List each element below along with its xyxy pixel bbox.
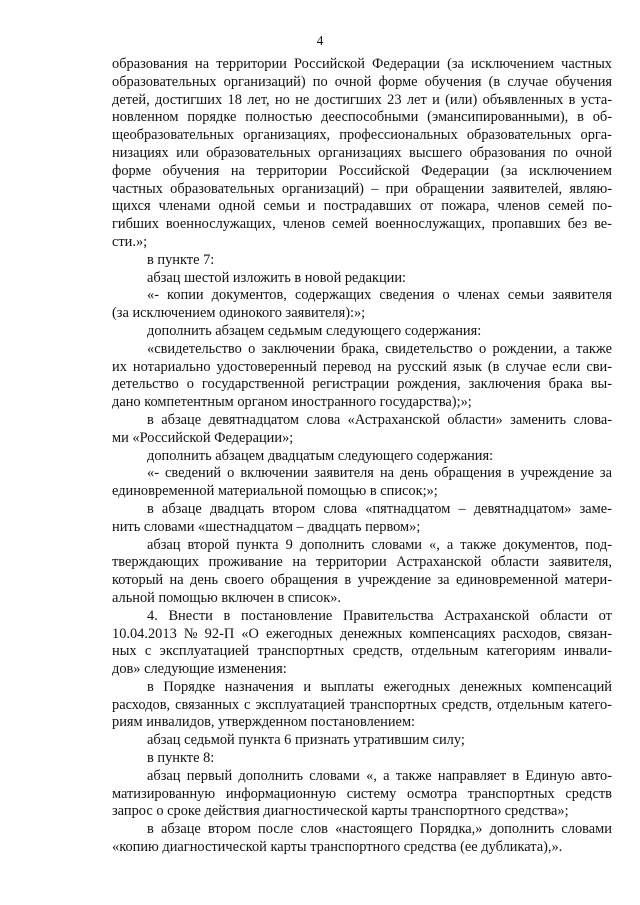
text-line-content: абзац первый дополнить словами «, а также направляет в Единую авто- (147, 767, 613, 784)
text-line (112, 412, 612, 430)
text-line (112, 554, 612, 572)
text-line-content: «- сведений о включении заявителя на день обращения в учреждение за (147, 465, 613, 482)
text-line-content: новленном порядке полностью дееспособными (эмансипированными), в об- (112, 109, 613, 126)
text-line (112, 448, 612, 466)
text-line-content: ных с эксплуатацией транспортных средств, отдельным категориям инвали- (112, 643, 613, 660)
text-line (112, 270, 612, 288)
text-line-content: в пункте 7: (147, 251, 215, 268)
text-line (112, 537, 612, 555)
text-line (112, 145, 612, 163)
text-line-content: матизированную информационную систему осмотра транспортных средств (112, 785, 612, 802)
text-line (112, 376, 612, 394)
text-line (112, 430, 612, 448)
text-line (112, 679, 612, 697)
text-line (112, 252, 612, 270)
text-line (112, 750, 612, 768)
text-line (112, 608, 612, 626)
text-line (112, 839, 612, 857)
text-line (112, 56, 612, 74)
text-line-content: «- копии документов, содержащих сведения о членах семьи заявителя (147, 287, 612, 304)
text-line (112, 732, 612, 750)
text-line-content: который на день своего обращения в учреждение за единовременной матери- (112, 572, 613, 589)
text-line (112, 519, 612, 537)
text-line (112, 305, 612, 323)
text-line-content: абзац шестой изложить в новой редакции: (147, 269, 407, 286)
text-line-content: дано компетентным органом иностранного государства);»; (112, 394, 472, 411)
text-line-content: «свидетельство о заключении брака, свидетельство о рождении, а также (147, 340, 612, 357)
text-line-content: образовательных организаций) по очной форме обучения (в случае обучения (112, 73, 613, 90)
text-line-content: дов» следующие изменения: (112, 661, 287, 678)
text-line (112, 572, 612, 590)
text-line-content: расходов, связанных с эксплуатацией транспортных средств, отдельным катего- (112, 696, 612, 713)
document-body (112, 56, 612, 857)
text-line (112, 465, 612, 483)
text-line-content: гибших военнослужащих, членов семей военнослужащих, пропавших без ве- (112, 216, 612, 233)
text-line (112, 341, 612, 359)
text-line (112, 127, 612, 145)
text-line-content: дополнить абзацем седьмым следующего содержания: (147, 322, 482, 339)
text-line (112, 109, 612, 127)
text-line-content: частных образовательных организаций) – при обращении заявителей, являю- (112, 180, 612, 197)
text-line (112, 697, 612, 715)
text-line-content: детельство о государственной регистрации рождения, заключения брака вы- (112, 376, 613, 393)
text-line-content: (за исключением одинокого заявителя):»; (112, 305, 366, 322)
text-line (112, 821, 612, 839)
text-line-content: абзац второй пункта 9 дополнить словами «, а также документов, под- (147, 536, 613, 553)
text-line-content: низациях или образовательных организациях высшего образования по очной (112, 144, 613, 161)
text-line-content: щихся членами одной семьи и пострадавших от пожара, членов семей по- (112, 198, 613, 215)
text-line (112, 643, 612, 661)
text-line (112, 590, 612, 608)
text-line-content: 10.04.2013 № 92-П «О ежегодных денежных компенсациях расходов, связан- (112, 625, 613, 642)
text-line-content: абзац седьмой пункта 6 признать утратившим силу; (147, 732, 465, 749)
text-line (112, 786, 612, 804)
text-line (112, 501, 612, 519)
text-line (112, 359, 612, 377)
text-line (112, 216, 612, 234)
text-line-content: единовременной материальной помощью в список;»; (112, 483, 438, 500)
text-line (112, 714, 612, 732)
text-line-content: щеобразовательных организациях, профессиональных образовательных орга- (112, 127, 612, 144)
text-line (112, 661, 612, 679)
text-line-content: тверждающих проживание на территории Астраханской области заявителя, (112, 554, 612, 571)
text-line (112, 234, 612, 252)
text-line-content: альной помощью включен в список». (112, 589, 342, 606)
text-line-content: нить словами «шестнадцатом – двадцать первом»; (112, 518, 421, 535)
text-line-content: сти.»; (112, 233, 148, 250)
text-line-content: запрос о сроке действия диагностической карты транспортного средства»; (112, 803, 569, 820)
text-line-content: их нотариально удостоверенный перевод на русский язык (в случае если сви- (112, 358, 613, 375)
text-line-content: в пункте 8: (147, 750, 215, 767)
text-line-content: детей, достигших 18 лет, но не достигших 23 лет и (или) объявленных в уста- (112, 91, 613, 108)
text-line-content: в абзаце двадцать втором слова «пятнадцатом – девятнадцатом» заме- (147, 500, 612, 517)
text-line-content: 4. Внести в постановление Правительства Астраханской области от (147, 607, 612, 624)
text-line-content: риям инвалидов, утвержденном постановлением: (112, 714, 416, 731)
text-line-content: «копию диагностической карты транспортного средства (ее дубликата),». (112, 839, 563, 856)
text-line-content: в абзаце девятнадцатом слова «Астраханской области» заменить слова- (147, 411, 612, 428)
text-line-content: дополнить абзацем двадцатым следующего содержания: (147, 447, 494, 464)
text-line (112, 287, 612, 305)
text-line (112, 483, 612, 501)
text-line (112, 323, 612, 341)
text-line (112, 74, 612, 92)
text-line-content: образования на территории Российской Федерации (за исключением частных (112, 56, 613, 72)
text-line-content: ми «Российской Федерации»; (112, 429, 294, 446)
page-number: 4 (316, 33, 324, 48)
text-line-content: в абзаце втором после слов «настоящего Порядка,» дополнить словами (147, 821, 612, 838)
text-line (112, 803, 612, 821)
text-line (112, 181, 612, 199)
text-line (112, 394, 612, 412)
text-line-content: форме обучения на территории Российской Федерации (за исключением (112, 162, 612, 179)
text-line (112, 92, 612, 110)
text-line (112, 198, 612, 216)
text-line-content: в Порядке назначения и выплаты ежегодных денежных компенсаций (147, 678, 612, 695)
text-line (112, 768, 612, 786)
text-line (112, 626, 612, 644)
text-line (112, 163, 612, 181)
